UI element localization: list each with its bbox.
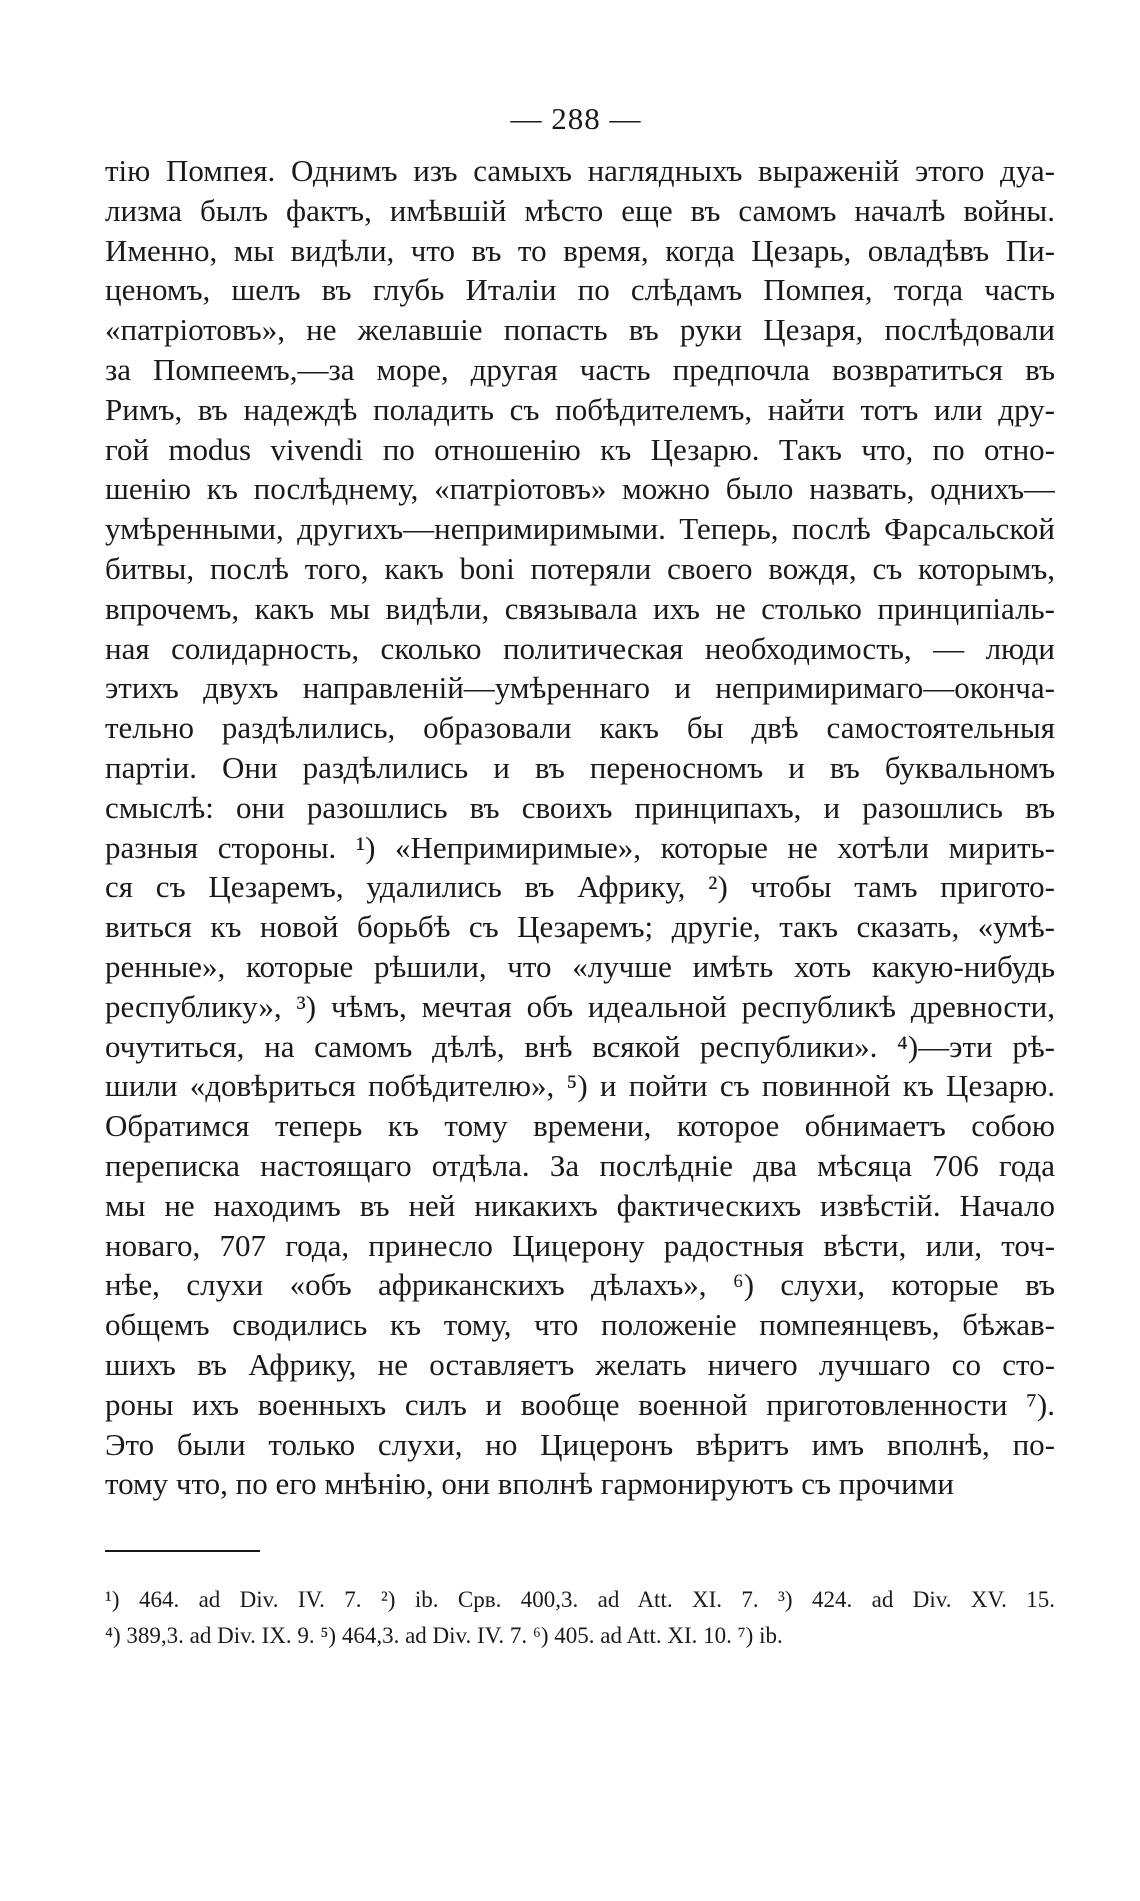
text-line: умѣренными, другихъ—непримиримыми. Теперь, послѣ Фарсальской [105, 511, 1055, 547]
text-line: шили «довѣриться побѣдителю», ⁵) и пойти съ повинной къ Цезарю. [105, 1068, 1055, 1104]
text-line: смыслѣ: они разошлись въ своихъ принципахъ, и разошлись въ [105, 789, 1055, 825]
text-line: лизма былъ фактъ, имѣвшій мѣсто еще въ самомъ началѣ войны. [105, 192, 1055, 228]
text-line: тому что, по его мнѣнію, они вполнѣ гармонируютъ съ прочими [105, 1466, 954, 1502]
text-line: шенію къ послѣднему, «патріотовъ» можно было назвать, однихъ— [105, 471, 1055, 507]
text-line: Это были только слухи, но Цицеронъ вѣритъ имъ вполнѣ, по- [105, 1426, 1055, 1462]
footnote-line: ¹) 464. ad Div. IV. 7. ²) ib. Срв. 400,3. ad Att. XI. 7. ³) 424. ad Div. XV. 15. [105, 1587, 1055, 1613]
text-line: этихъ двухъ направленій—умѣреннаго и непримиримаго—оконча- [105, 670, 1055, 706]
text-line: разныя стороны. ¹) «Непримиримые», которые не хотѣли мирить- [105, 829, 1055, 865]
text-line: ценомъ, шелъ въ глубь Италіи по слѣдамъ Помпея, тогда часть [105, 272, 1055, 308]
text-line: виться къ новой борьбѣ съ Цезаремъ; другіе, такъ сказать, «умѣ- [105, 909, 1055, 945]
text-line: республику», ³) чѣмъ, мечтая объ идеальной республикѣ древности, [105, 988, 1055, 1024]
book-page [105, 95, 1055, 1654]
text-line: Обратимся теперь къ тому времени, которое обнимаетъ собою [105, 1108, 1055, 1144]
text-line: ся съ Цезаремъ, удалились въ Африку, ²) чтобы тамъ пригото- [105, 869, 1055, 905]
body-text [105, 151, 1055, 1504]
text-line: общемъ сводились къ тому, что положеніе помпеянцевъ, бѣжав- [105, 1307, 1055, 1343]
text-line: «патріотовъ», не желавшіе попасть въ руки Цезаря, послѣдовали [105, 312, 1055, 348]
text-line: за Помпеемъ,—за море, другая часть предпочла возвратиться въ [105, 351, 1055, 387]
text-line: битвы, послѣ того, какъ boni потеряли своего вождя, съ которымъ, [105, 550, 1055, 586]
footnotes [105, 1582, 1055, 1654]
page-number: — 288 — [510, 101, 642, 136]
text-line: впрочемъ, какъ мы видѣли, связывала ихъ не столько принципіаль- [105, 590, 1055, 626]
text-line: тельно раздѣлились, образовали какъ бы двѣ самостоятельныя [105, 710, 1055, 746]
text-line: шихъ въ Африку, не оставляетъ желать ничего лучшаго со сто- [105, 1346, 1055, 1382]
footnote-line: ⁴) 389,3. ad Div. IX. 9. ⁵) 464,3. ad Div. IV. 7. ⁶) 405. ad Att. XI. 10. ⁷) ib. [105, 1623, 783, 1649]
text-line: мы не находимъ въ ней никакихъ фактическихъ извѣстій. Начало [105, 1187, 1055, 1223]
text-line: партіи. Они раздѣлились и въ переносномъ и въ буквальномъ [105, 749, 1055, 785]
text-line: очутиться, на самомъ дѣлѣ, внѣ всякой республики». ⁴)—эти рѣ- [105, 1028, 1055, 1064]
text-line: переписка настоящаго отдѣла. За послѣдніе два мѣсяца 706 года [105, 1147, 1055, 1183]
text-line: гой modus vivendi по отношенію къ Цезарю. Такъ что, по отно- [105, 431, 1055, 467]
text-line: ная солидарность, сколько политическая необходимость, — люди [105, 630, 1055, 666]
text-line: тію Помпея. Однимъ изъ самыхъ наглядныхъ выраженій этого дуа- [105, 153, 1055, 188]
text-line: Римъ, въ надеждѣ поладить съ побѣдителемъ, найти тотъ или дру- [105, 391, 1055, 427]
text-line: новаго, 707 года, принесло Цицерону радостныя вѣсти, или, точ- [105, 1227, 1055, 1263]
text-line: роны ихъ военныхъ силъ и вообще военной приготовленности ⁷). [105, 1386, 1055, 1422]
text-line: ренные», которые рѣшили, что «лучше имѣть хоть какую-нибудь [105, 948, 1055, 984]
text-line: нѣе, слухи «объ африканскихъ дѣлахъ», ⁶) слухи, которые въ [105, 1267, 1055, 1303]
footnote-divider [105, 1550, 260, 1552]
text-line: Именно, мы видѣли, что въ то время, когда Цезарь, овладѣвъ Пи- [105, 232, 1055, 268]
